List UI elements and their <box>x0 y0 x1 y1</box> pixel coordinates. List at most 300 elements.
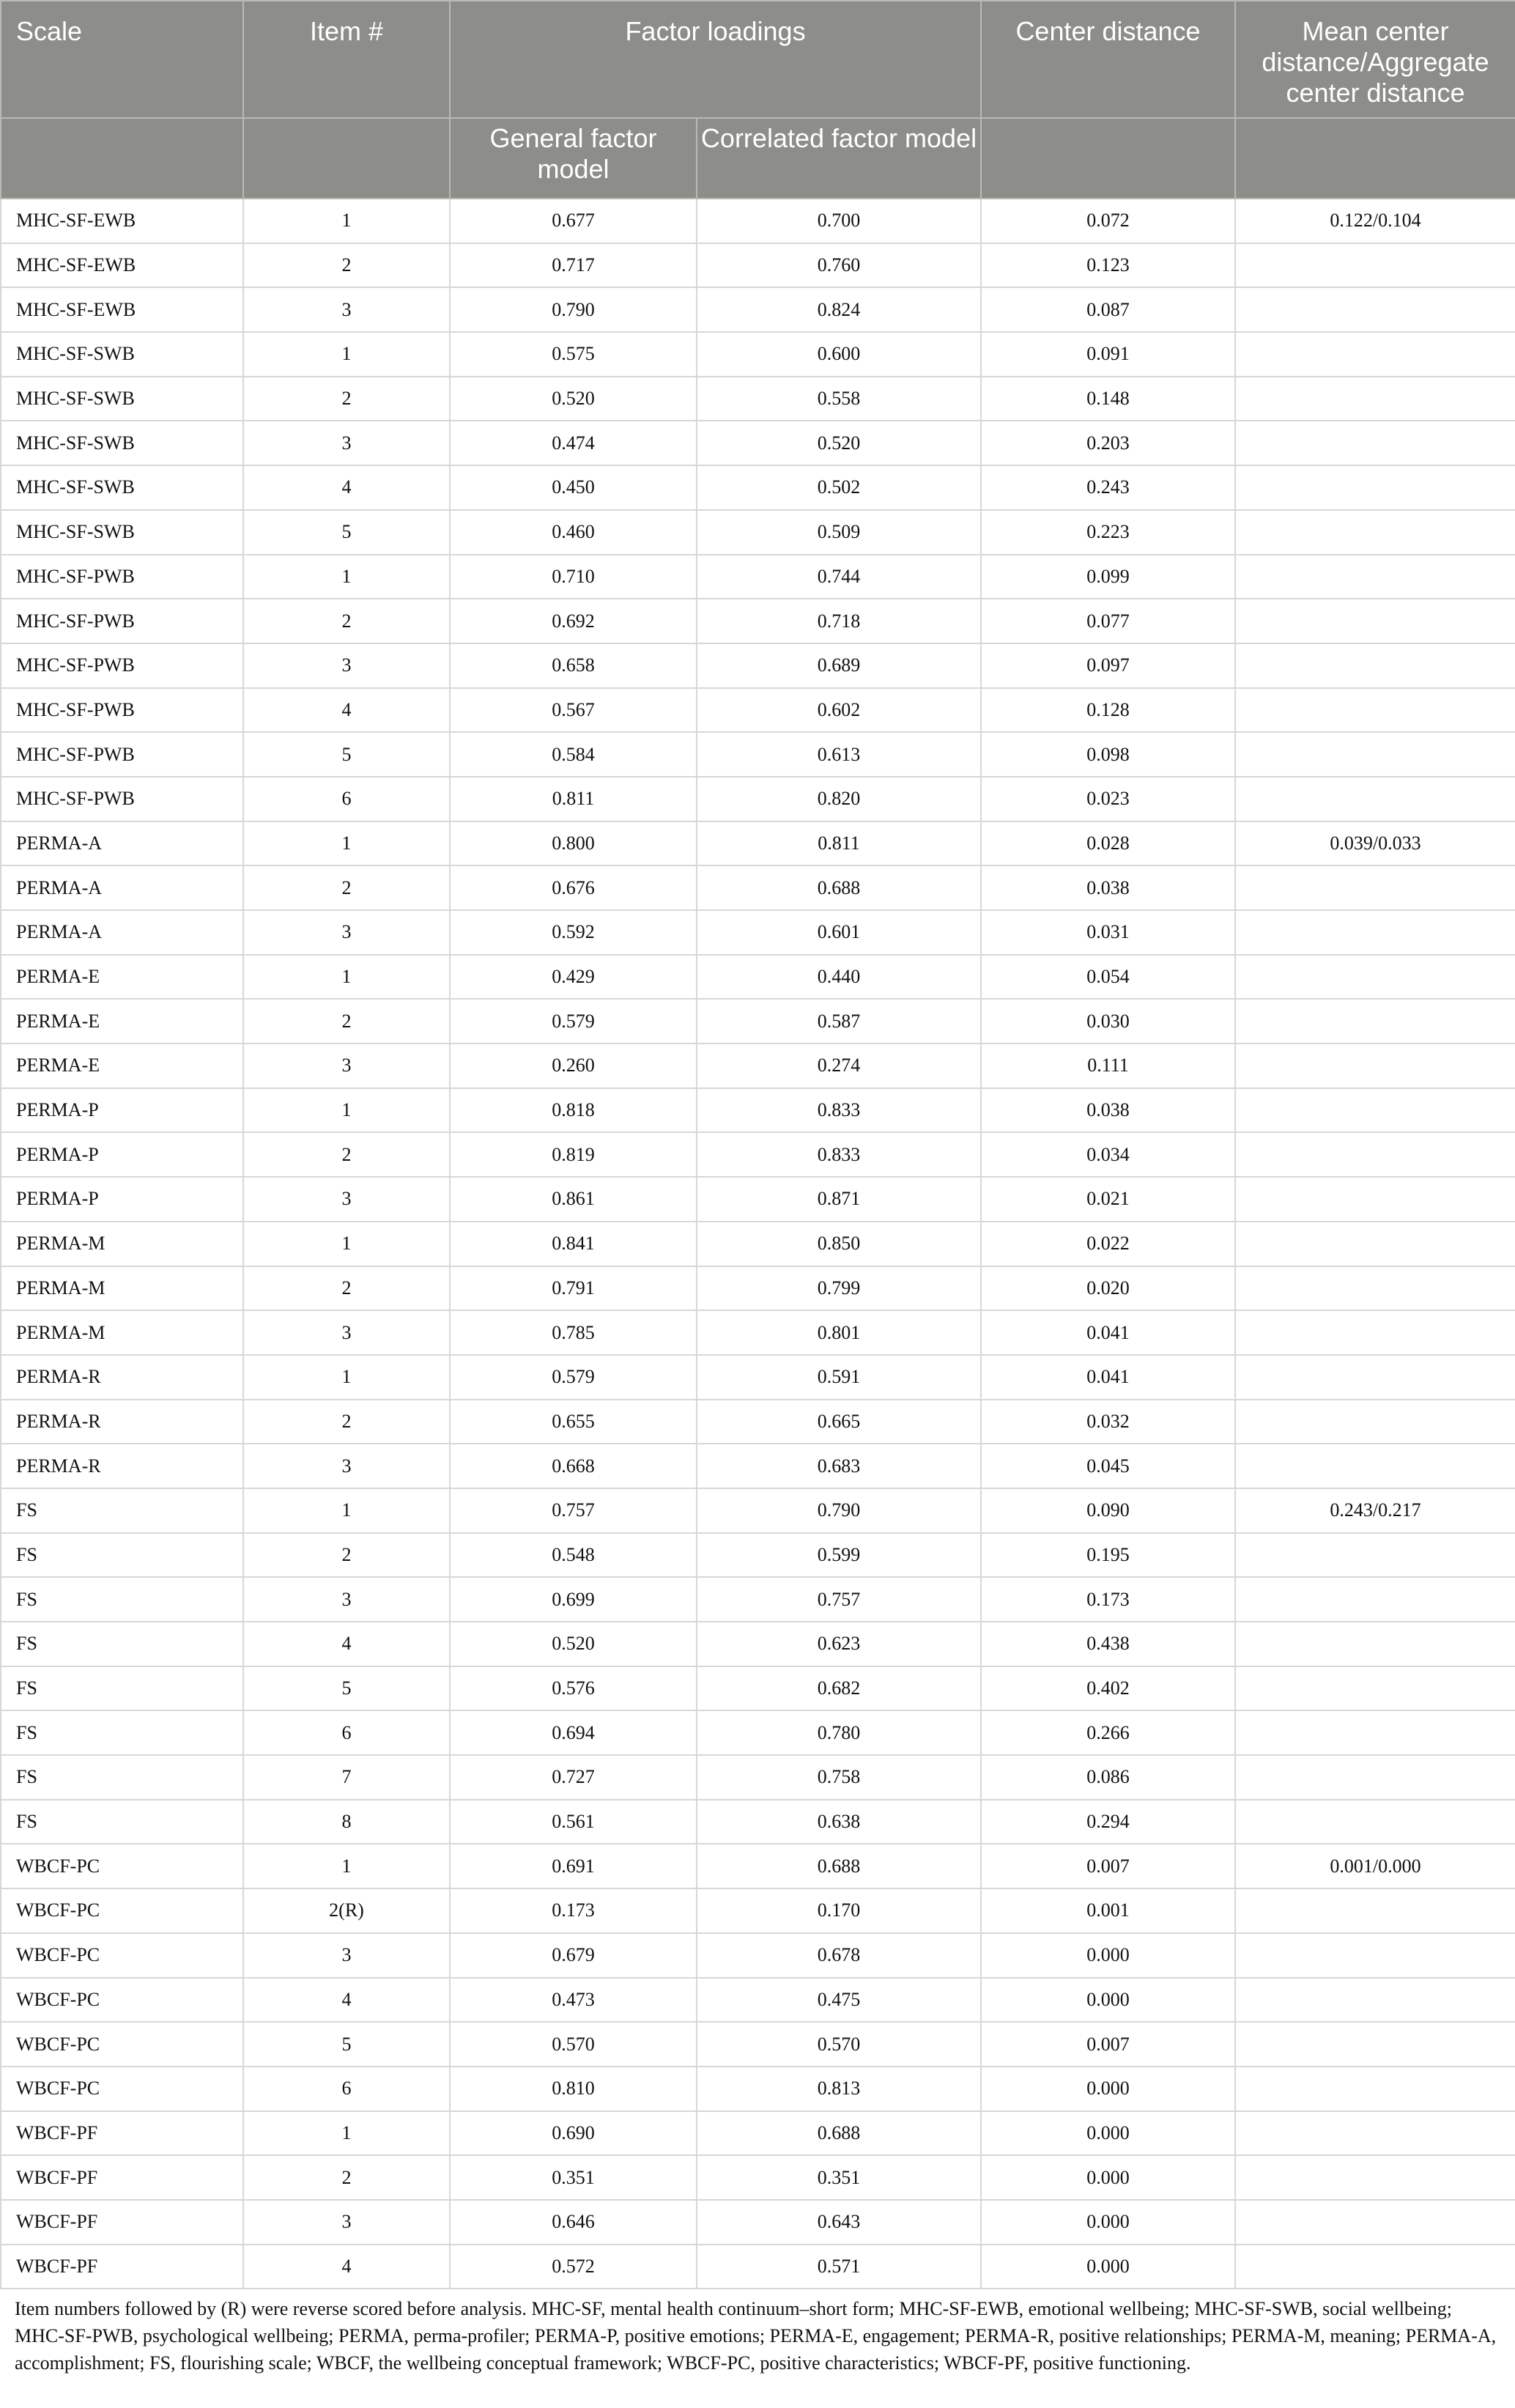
cell-center-distance: 0.038 <box>981 1088 1235 1133</box>
table-row <box>1 1310 1515 1355</box>
table-row <box>1 1444 1515 1488</box>
cell-general-loading: 0.818 <box>450 1088 697 1133</box>
cell-general-loading: 0.579 <box>450 999 697 1044</box>
cell-item: 2 <box>243 243 450 288</box>
cell-item: 5 <box>243 2022 450 2067</box>
table-row <box>1 465 1515 510</box>
cell-center-distance: 0.402 <box>981 1666 1235 1711</box>
cell-general-loading: 0.579 <box>450 1355 697 1400</box>
cell-correlated-loading: 0.643 <box>697 2200 981 2245</box>
cell-item: 6 <box>243 1710 450 1755</box>
cell-item: 1 <box>243 1222 450 1266</box>
cell-center-distance: 0.054 <box>981 955 1235 1000</box>
header-scale: Scale <box>1 1 243 118</box>
cell-item: 2 <box>243 999 450 1044</box>
cell-general-loading: 0.699 <box>450 1577 697 1622</box>
cell-general-loading: 0.811 <box>450 777 697 821</box>
cell-correlated-loading: 0.665 <box>697 1400 981 1444</box>
cell-center-distance: 0.000 <box>981 2111 1235 2156</box>
cell-center-distance: 0.148 <box>981 377 1235 421</box>
cell-correlated-loading: 0.591 <box>697 1355 981 1400</box>
cell-mean-center-distance <box>1235 377 1515 421</box>
cell-general-loading: 0.450 <box>450 465 697 510</box>
cell-mean-center-distance <box>1235 599 1515 643</box>
table-row <box>1 1622 1515 1666</box>
cell-correlated-loading: 0.682 <box>697 1666 981 1711</box>
header-empty-5 <box>981 118 1235 199</box>
cell-correlated-loading: 0.678 <box>697 1933 981 1978</box>
table-row <box>1 332 1515 377</box>
cell-general-loading: 0.561 <box>450 1800 697 1844</box>
cell-item: 2 <box>243 1266 450 1311</box>
cell-mean-center-distance <box>1235 2111 1515 2156</box>
header-row-top <box>1 1 1515 118</box>
cell-center-distance: 0.097 <box>981 643 1235 688</box>
cell-scale: MHC-SF-SWB <box>1 332 243 377</box>
table-row <box>1 1888 1515 1933</box>
cell-center-distance: 0.203 <box>981 421 1235 465</box>
table-row <box>1 243 1515 288</box>
cell-scale: MHC-SF-SWB <box>1 510 243 555</box>
cell-center-distance: 0.000 <box>981 1978 1235 2023</box>
cell-correlated-loading: 0.558 <box>697 377 981 421</box>
table-row <box>1 1177 1515 1222</box>
cell-correlated-loading: 0.602 <box>697 688 981 733</box>
cell-mean-center-distance <box>1235 510 1515 555</box>
cell-item: 3 <box>243 1577 450 1622</box>
cell-center-distance: 0.123 <box>981 243 1235 288</box>
cell-item: 3 <box>243 643 450 688</box>
cell-center-distance: 0.090 <box>981 1488 1235 1533</box>
cell-scale: MHC-SF-PWB <box>1 555 243 599</box>
cell-general-loading: 0.791 <box>450 1266 697 1311</box>
cell-general-loading: 0.592 <box>450 910 697 955</box>
cell-general-loading: 0.572 <box>450 2245 697 2289</box>
cell-correlated-loading: 0.520 <box>697 421 981 465</box>
cell-scale: PERMA-P <box>1 1177 243 1222</box>
cell-correlated-loading: 0.571 <box>697 2245 981 2289</box>
cell-scale: PERMA-M <box>1 1222 243 1266</box>
cell-item: 4 <box>243 1978 450 2023</box>
table-row <box>1 1710 1515 1755</box>
cell-center-distance: 0.173 <box>981 1577 1235 1622</box>
cell-center-distance: 0.243 <box>981 465 1235 510</box>
table-row <box>1 377 1515 421</box>
cell-item: 1 <box>243 199 450 243</box>
cell-scale: FS <box>1 1488 243 1533</box>
cell-general-loading: 0.576 <box>450 1666 697 1711</box>
header-general-factor: General factor model <box>450 118 697 199</box>
header-empty-1 <box>1 118 243 199</box>
table-row <box>1 1533 1515 1578</box>
cell-general-loading: 0.710 <box>450 555 697 599</box>
cell-mean-center-distance <box>1235 1622 1515 1666</box>
cell-mean-center-distance <box>1235 1800 1515 1844</box>
cell-item: 2 <box>243 1400 450 1444</box>
cell-scale: PERMA-P <box>1 1088 243 1133</box>
cell-mean-center-distance <box>1235 1088 1515 1133</box>
cell-mean-center-distance <box>1235 1978 1515 2023</box>
cell-mean-center-distance: 0.243/0.217 <box>1235 1488 1515 1533</box>
cell-item: 4 <box>243 465 450 510</box>
table-row <box>1 1400 1515 1444</box>
header-center-distance: Center distance <box>981 1 1235 118</box>
cell-scale: PERMA-R <box>1 1355 243 1400</box>
cell-correlated-loading: 0.790 <box>697 1488 981 1533</box>
cell-item: 2 <box>243 2155 450 2200</box>
cell-item: 3 <box>243 1444 450 1488</box>
cell-correlated-loading: 0.623 <box>697 1622 981 1666</box>
cell-scale: FS <box>1 1533 243 1578</box>
cell-scale: PERMA-R <box>1 1400 243 1444</box>
cell-mean-center-distance <box>1235 332 1515 377</box>
table-row <box>1 1666 1515 1711</box>
cell-item: 1 <box>243 1088 450 1133</box>
header-item: Item # <box>243 1 450 118</box>
cell-mean-center-distance <box>1235 287 1515 332</box>
cell-center-distance: 0.032 <box>981 1400 1235 1444</box>
cell-general-loading: 0.570 <box>450 2022 697 2067</box>
cell-mean-center-distance <box>1235 243 1515 288</box>
cell-item: 1 <box>243 1355 450 1400</box>
cell-scale: MHC-SF-EWB <box>1 199 243 243</box>
table-row <box>1 910 1515 955</box>
cell-scale: WBCF-PF <box>1 2155 243 2200</box>
table-row <box>1 1132 1515 1177</box>
cell-center-distance: 0.030 <box>981 999 1235 1044</box>
cell-item: 2 <box>243 1132 450 1177</box>
cell-scale: WBCF-PC <box>1 1933 243 1978</box>
cell-scale: PERMA-M <box>1 1310 243 1355</box>
cell-general-loading: 0.646 <box>450 2200 697 2245</box>
header-factor-loadings: Factor loadings <box>450 1 981 118</box>
cell-correlated-loading: 0.820 <box>697 777 981 821</box>
table-row <box>1 1488 1515 1533</box>
cell-scale: FS <box>1 1755 243 1800</box>
cell-center-distance: 0.021 <box>981 1177 1235 1222</box>
cell-center-distance: 0.077 <box>981 599 1235 643</box>
cell-item: 4 <box>243 688 450 733</box>
cell-correlated-loading: 0.850 <box>697 1222 981 1266</box>
cell-scale: MHC-SF-PWB <box>1 688 243 733</box>
table-row <box>1 2111 1515 2156</box>
cell-mean-center-distance <box>1235 2022 1515 2067</box>
cell-scale: WBCF-PF <box>1 2200 243 2245</box>
cell-mean-center-distance <box>1235 421 1515 465</box>
cell-center-distance: 0.007 <box>981 2022 1235 2067</box>
cell-general-loading: 0.520 <box>450 1622 697 1666</box>
header-mean-center-distance: Mean center distance/Aggregate center distance <box>1235 1 1515 118</box>
cell-mean-center-distance <box>1235 910 1515 955</box>
cell-mean-center-distance <box>1235 1577 1515 1622</box>
cell-general-loading: 0.429 <box>450 955 697 1000</box>
cell-scale: MHC-SF-SWB <box>1 465 243 510</box>
cell-general-loading: 0.520 <box>450 377 697 421</box>
cell-scale: PERMA-A <box>1 910 243 955</box>
cell-mean-center-distance <box>1235 1310 1515 1355</box>
cell-correlated-loading: 0.509 <box>697 510 981 555</box>
cell-general-loading: 0.676 <box>450 865 697 910</box>
cell-scale: WBCF-PC <box>1 2022 243 2067</box>
cell-scale: PERMA-M <box>1 1266 243 1311</box>
cell-mean-center-distance <box>1235 999 1515 1044</box>
cell-general-loading: 0.690 <box>450 2111 697 2156</box>
table-row <box>1 2245 1515 2289</box>
cell-correlated-loading: 0.811 <box>697 821 981 866</box>
cell-mean-center-distance <box>1235 643 1515 688</box>
cell-scale: FS <box>1 1666 243 1711</box>
cell-scale: FS <box>1 1710 243 1755</box>
cell-mean-center-distance <box>1235 1222 1515 1266</box>
table-row <box>1 643 1515 688</box>
table-row <box>1 199 1515 243</box>
cell-mean-center-distance <box>1235 1132 1515 1177</box>
cell-mean-center-distance <box>1235 2200 1515 2245</box>
cell-center-distance: 0.000 <box>981 2200 1235 2245</box>
cell-center-distance: 0.007 <box>981 1844 1235 1888</box>
cell-general-loading: 0.584 <box>450 732 697 777</box>
cell-item: 6 <box>243 777 450 821</box>
cell-scale: FS <box>1 1800 243 1844</box>
cell-item: 3 <box>243 1044 450 1088</box>
cell-item: 1 <box>243 955 450 1000</box>
cell-general-loading: 0.861 <box>450 1177 697 1222</box>
cell-item: 1 <box>243 821 450 866</box>
table-row <box>1 2200 1515 2245</box>
cell-center-distance: 0.034 <box>981 1132 1235 1177</box>
table-row <box>1 999 1515 1044</box>
cell-scale: PERMA-R <box>1 1444 243 1488</box>
cell-mean-center-distance <box>1235 555 1515 599</box>
cell-item: 7 <box>243 1755 450 1800</box>
header-row-sub <box>1 118 1515 199</box>
cell-item: 4 <box>243 2245 450 2289</box>
cell-mean-center-distance <box>1235 1888 1515 1933</box>
cell-correlated-loading: 0.599 <box>697 1533 981 1578</box>
cell-mean-center-distance <box>1235 1933 1515 1978</box>
cell-mean-center-distance <box>1235 2067 1515 2111</box>
cell-general-loading: 0.677 <box>450 199 697 243</box>
cell-item: 1 <box>243 555 450 599</box>
cell-item: 3 <box>243 1310 450 1355</box>
cell-center-distance: 0.438 <box>981 1622 1235 1666</box>
cell-item: 1 <box>243 332 450 377</box>
cell-general-loading: 0.717 <box>450 243 697 288</box>
cell-scale: WBCF-PC <box>1 2067 243 2111</box>
cell-general-loading: 0.173 <box>450 1888 697 1933</box>
cell-scale: MHC-SF-EWB <box>1 243 243 288</box>
cell-center-distance: 0.028 <box>981 821 1235 866</box>
cell-correlated-loading: 0.601 <box>697 910 981 955</box>
cell-scale: PERMA-E <box>1 955 243 1000</box>
cell-center-distance: 0.223 <box>981 510 1235 555</box>
cell-scale: MHC-SF-EWB <box>1 287 243 332</box>
cell-center-distance: 0.020 <box>981 1266 1235 1311</box>
cell-mean-center-distance <box>1235 1044 1515 1088</box>
table-row <box>1 510 1515 555</box>
cell-item: 3 <box>243 910 450 955</box>
cell-center-distance: 0.000 <box>981 2155 1235 2200</box>
cell-correlated-loading: 0.274 <box>697 1044 981 1088</box>
cell-scale: PERMA-E <box>1 999 243 1044</box>
cell-scale: WBCF-PF <box>1 2245 243 2289</box>
cell-general-loading: 0.548 <box>450 1533 697 1578</box>
cell-center-distance: 0.098 <box>981 732 1235 777</box>
cell-item: 5 <box>243 1666 450 1711</box>
cell-correlated-loading: 0.801 <box>697 1310 981 1355</box>
cell-center-distance: 0.072 <box>981 199 1235 243</box>
cell-correlated-loading: 0.570 <box>697 2022 981 2067</box>
cell-correlated-loading: 0.757 <box>697 1577 981 1622</box>
table-row <box>1 732 1515 777</box>
cell-center-distance: 0.128 <box>981 688 1235 733</box>
cell-scale: MHC-SF-PWB <box>1 732 243 777</box>
cell-center-distance: 0.000 <box>981 2067 1235 2111</box>
cell-mean-center-distance <box>1235 1355 1515 1400</box>
cell-item: 3 <box>243 1177 450 1222</box>
cell-mean-center-distance <box>1235 465 1515 510</box>
table-row <box>1 555 1515 599</box>
cell-mean-center-distance <box>1235 1444 1515 1488</box>
cell-correlated-loading: 0.833 <box>697 1132 981 1177</box>
table-row <box>1 1933 1515 1978</box>
cell-center-distance: 0.041 <box>981 1355 1235 1400</box>
cell-item: 3 <box>243 2200 450 2245</box>
cell-item: 1 <box>243 1488 450 1533</box>
cell-mean-center-distance <box>1235 1533 1515 1578</box>
cell-item: 5 <box>243 510 450 555</box>
cell-scale: PERMA-A <box>1 865 243 910</box>
table-row <box>1 1844 1515 1888</box>
cell-correlated-loading: 0.688 <box>697 1844 981 1888</box>
table-row <box>1 1800 1515 1844</box>
cell-general-loading: 0.819 <box>450 1132 697 1177</box>
table-row <box>1 599 1515 643</box>
cell-mean-center-distance <box>1235 1400 1515 1444</box>
table-row <box>1 2155 1515 2200</box>
cell-general-loading: 0.691 <box>450 1844 697 1888</box>
cell-correlated-loading: 0.758 <box>697 1755 981 1800</box>
table-header <box>1 1 1515 199</box>
cell-correlated-loading: 0.689 <box>697 643 981 688</box>
cell-item: 6 <box>243 2067 450 2111</box>
cell-scale: FS <box>1 1622 243 1666</box>
cell-mean-center-distance <box>1235 2155 1515 2200</box>
cell-mean-center-distance <box>1235 1177 1515 1222</box>
table-row <box>1 421 1515 465</box>
table-row <box>1 955 1515 1000</box>
cell-mean-center-distance <box>1235 688 1515 733</box>
cell-scale: MHC-SF-PWB <box>1 777 243 821</box>
cell-general-loading: 0.658 <box>450 643 697 688</box>
cell-mean-center-distance <box>1235 2245 1515 2289</box>
cell-correlated-loading: 0.351 <box>697 2155 981 2200</box>
cell-scale: MHC-SF-SWB <box>1 377 243 421</box>
cell-correlated-loading: 0.440 <box>697 955 981 1000</box>
header-empty-6 <box>1235 118 1515 199</box>
cell-item: 3 <box>243 1933 450 1978</box>
cell-general-loading: 0.692 <box>450 599 697 643</box>
cell-center-distance: 0.195 <box>981 1533 1235 1578</box>
cell-general-loading: 0.575 <box>450 332 697 377</box>
header-correlated-factor: Correlated factor model <box>697 118 981 199</box>
table-row <box>1 2022 1515 2067</box>
cell-item: 2(R) <box>243 1888 450 1933</box>
cell-general-loading: 0.473 <box>450 1978 697 2023</box>
table-row <box>1 1755 1515 1800</box>
cell-general-loading: 0.668 <box>450 1444 697 1488</box>
table-body <box>1 199 1515 2289</box>
cell-scale: WBCF-PC <box>1 1844 243 1888</box>
cell-item: 2 <box>243 377 450 421</box>
cell-general-loading: 0.460 <box>450 510 697 555</box>
cell-mean-center-distance <box>1235 732 1515 777</box>
cell-correlated-loading: 0.688 <box>697 2111 981 2156</box>
cell-center-distance: 0.000 <box>981 2245 1235 2289</box>
cell-general-loading: 0.727 <box>450 1755 697 1800</box>
table-row <box>1 1978 1515 2023</box>
cell-item: 2 <box>243 1533 450 1578</box>
cell-general-loading: 0.785 <box>450 1310 697 1355</box>
cell-mean-center-distance <box>1235 955 1515 1000</box>
table-row <box>1 287 1515 332</box>
cell-correlated-loading: 0.871 <box>697 1177 981 1222</box>
table-row <box>1 821 1515 866</box>
cell-mean-center-distance: 0.001/0.000 <box>1235 1844 1515 1888</box>
cell-correlated-loading: 0.824 <box>697 287 981 332</box>
cell-general-loading: 0.757 <box>450 1488 697 1533</box>
cell-general-loading: 0.679 <box>450 1933 697 1978</box>
cell-correlated-loading: 0.475 <box>697 1978 981 2023</box>
cell-scale: WBCF-PC <box>1 1978 243 2023</box>
cell-mean-center-distance <box>1235 1666 1515 1711</box>
cell-correlated-loading: 0.813 <box>697 2067 981 2111</box>
cell-mean-center-distance <box>1235 865 1515 910</box>
cell-correlated-loading: 0.700 <box>697 199 981 243</box>
cell-center-distance: 0.022 <box>981 1222 1235 1266</box>
cell-item: 8 <box>243 1800 450 1844</box>
header-empty-2 <box>243 118 450 199</box>
cell-correlated-loading: 0.744 <box>697 555 981 599</box>
cell-correlated-loading: 0.780 <box>697 1710 981 1755</box>
cell-correlated-loading: 0.718 <box>697 599 981 643</box>
cell-scale: FS <box>1 1577 243 1622</box>
cell-mean-center-distance: 0.122/0.104 <box>1235 199 1515 243</box>
cell-scale: MHC-SF-PWB <box>1 599 243 643</box>
cell-correlated-loading: 0.760 <box>697 243 981 288</box>
cell-item: 2 <box>243 865 450 910</box>
cell-correlated-loading: 0.587 <box>697 999 981 1044</box>
table-row <box>1 1577 1515 1622</box>
table-row <box>1 688 1515 733</box>
cell-general-loading: 0.474 <box>450 421 697 465</box>
cell-scale: WBCF-PC <box>1 1888 243 1933</box>
cell-scale: MHC-SF-SWB <box>1 421 243 465</box>
cell-mean-center-distance <box>1235 1266 1515 1311</box>
cell-item: 5 <box>243 732 450 777</box>
cell-scale: PERMA-P <box>1 1132 243 1177</box>
cell-mean-center-distance <box>1235 1710 1515 1755</box>
cell-center-distance: 0.001 <box>981 1888 1235 1933</box>
cell-scale: PERMA-A <box>1 821 243 866</box>
cell-correlated-loading: 0.683 <box>697 1444 981 1488</box>
cell-center-distance: 0.045 <box>981 1444 1235 1488</box>
cell-center-distance: 0.000 <box>981 1933 1235 1978</box>
cell-mean-center-distance <box>1235 1755 1515 1800</box>
cell-center-distance: 0.031 <box>981 910 1235 955</box>
cell-general-loading: 0.260 <box>450 1044 697 1088</box>
table-row <box>1 1088 1515 1133</box>
